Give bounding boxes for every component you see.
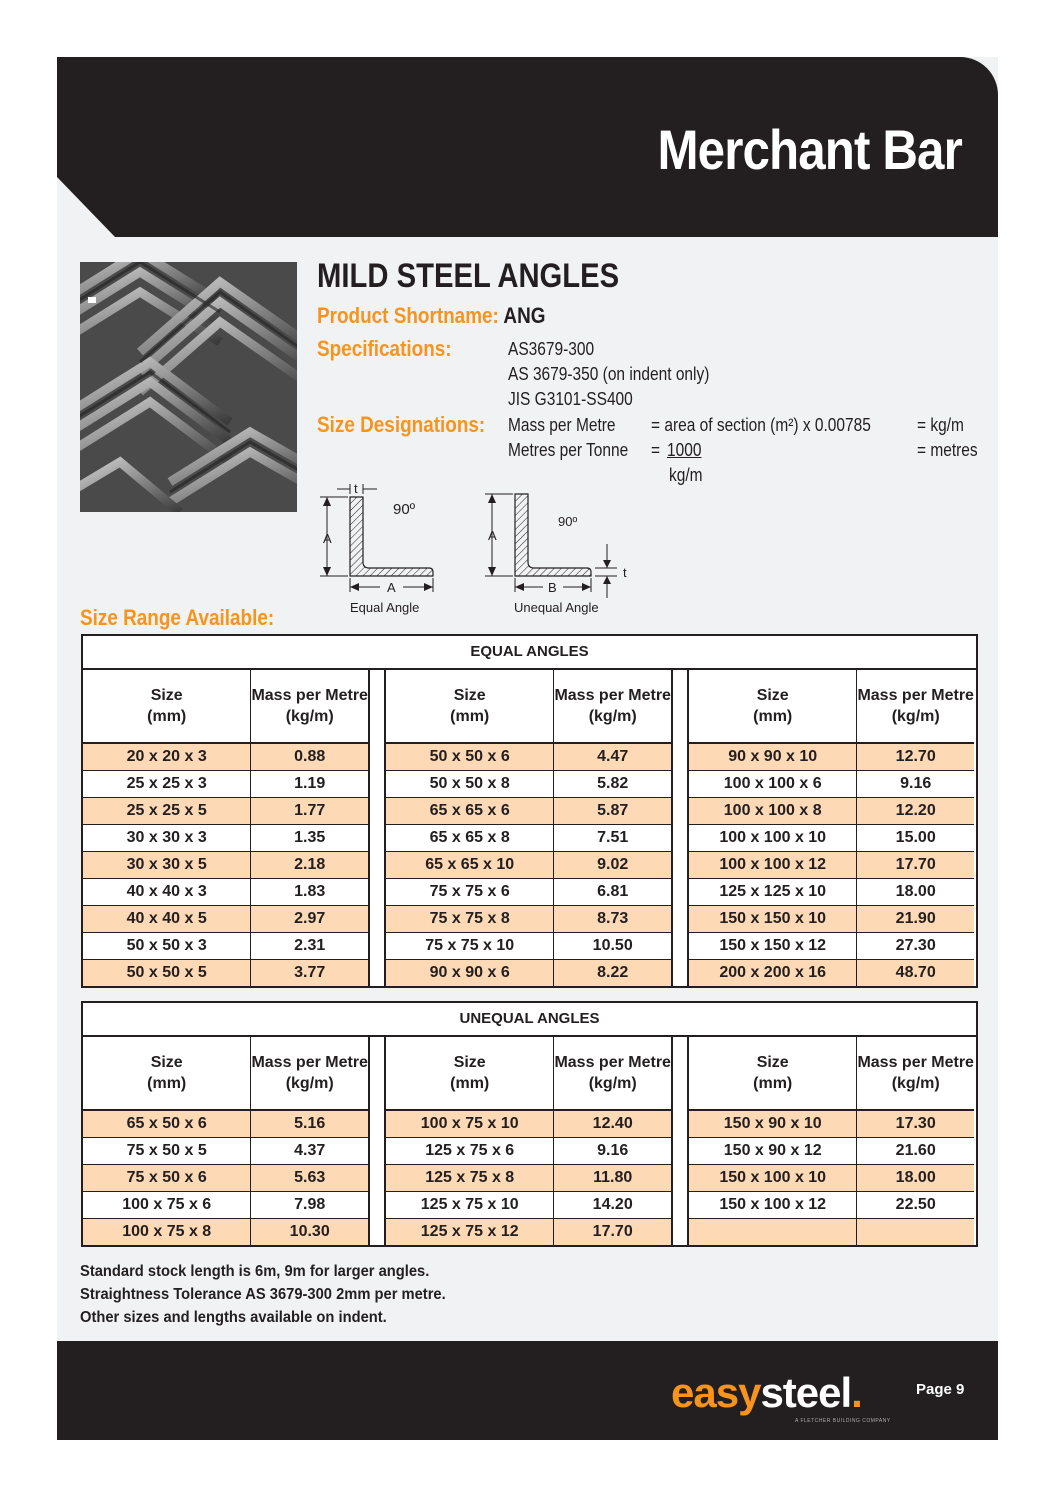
size-cell: 25 x 25 x 3: [83, 771, 251, 797]
size-cell: 65 x 65 x 6: [386, 798, 554, 824]
mass-column-header: Mass per Metre (kg/m): [554, 1054, 671, 1092]
shortname-line: [317, 303, 545, 329]
mass-cell: 8.22: [597, 964, 629, 981]
mass-cell: 21.90: [895, 910, 936, 927]
table-row: [386, 906, 671, 933]
mass-cell: 3.77: [294, 964, 326, 981]
table-row: [386, 1192, 671, 1219]
mass-cell: 1.19: [294, 775, 326, 792]
size-cell: 50 x 50 x 5: [83, 960, 251, 986]
mass-column-header: Mass per Metre (kg/m): [857, 1054, 974, 1092]
table-row: [689, 852, 974, 879]
size-cell: 65 x 50 x 6: [83, 1111, 251, 1137]
mass-cell: 7.98: [294, 1196, 326, 1213]
table-row: [386, 771, 671, 798]
table-row: [689, 1192, 974, 1219]
mass-cell: 1.35: [294, 829, 326, 846]
size-cell: 100 x 100 x 8: [689, 798, 857, 824]
size-cell: 90 x 90 x 10: [689, 744, 857, 770]
equal-angles-table: [81, 634, 978, 988]
unequal-angle-degrees: 90º: [558, 514, 578, 529]
notes: [80, 1260, 446, 1329]
column-headers: [689, 1037, 974, 1111]
table-row: [386, 879, 671, 906]
table-row: [83, 1192, 368, 1219]
mass-cell: 5.16: [294, 1115, 326, 1132]
table-row: [386, 825, 671, 852]
metres-per-tonne-unit: = metres: [917, 440, 978, 460]
mass-cell: 18.00: [895, 883, 936, 900]
size-range-label: Size Range Available:: [80, 605, 275, 630]
table-row: [83, 852, 368, 879]
unequal-angles-title: UNEQUAL ANGLES: [83, 1003, 976, 1037]
mass-cell: 0.88: [294, 748, 326, 765]
table-row: [83, 960, 368, 986]
size-cell: 100 x 75 x 6: [83, 1192, 251, 1218]
size-cell: 125 x 125 x 10: [689, 879, 857, 905]
column-headers: [386, 1037, 671, 1111]
table-row: [386, 1138, 671, 1165]
metres-per-tonne-numerator: 1000: [667, 440, 702, 460]
table-row: [386, 933, 671, 960]
mass-cell: 10.30: [289, 1223, 330, 1240]
size-cell: 150 x 90 x 10: [689, 1111, 857, 1137]
mass-cell: 7.51: [597, 829, 629, 846]
size-designations-label: Size Designations:: [317, 412, 486, 437]
size-cell: 100 x 75 x 8: [83, 1219, 251, 1245]
size-column-header: Size (mm): [83, 1037, 251, 1109]
mass-column-header: Mass per Metre (kg/m): [251, 1054, 368, 1092]
table-row: [386, 852, 671, 879]
equal-a-bottom-label: A: [387, 580, 396, 595]
mass-column-header: Mass per Metre (kg/m): [554, 687, 671, 725]
size-cell: 125 x 75 x 10: [386, 1192, 554, 1218]
table-row: [689, 1111, 974, 1138]
mass-cell: 17.70: [592, 1223, 633, 1240]
spec-2: AS 3679-350 (on indent only): [508, 364, 710, 384]
table-row: [689, 879, 974, 906]
equal-angle-diagram: [320, 482, 433, 615]
block-separator: [671, 1037, 689, 1245]
size-cell: 100 x 100 x 10: [689, 825, 857, 851]
footer-banner: [57, 1341, 998, 1440]
mass-per-metre-unit: = kg/m: [917, 415, 964, 435]
table-row: [83, 1219, 368, 1245]
mass-cell: 8.73: [597, 910, 629, 927]
size-cell: [689, 1219, 857, 1245]
mass-cell: 14.20: [592, 1196, 633, 1213]
size-column-header: Size (mm): [689, 670, 857, 742]
size-cell: 75 x 75 x 8: [386, 906, 554, 932]
table-row: [83, 906, 368, 933]
equal-a-side-label: A: [323, 531, 332, 546]
size-cell: 150 x 100 x 12: [689, 1192, 857, 1218]
unequal-block-3: [689, 1037, 974, 1245]
table-row: [689, 825, 974, 852]
size-cell: 50 x 50 x 6: [386, 744, 554, 770]
equal-block-3: [689, 670, 974, 986]
mass-cell: 5.87: [597, 802, 629, 819]
size-cell: 75 x 50 x 6: [83, 1165, 251, 1191]
product-title: MILD STEEL ANGLES: [317, 257, 620, 295]
logo-steel: steel: [760, 1369, 852, 1416]
mass-cell: 12.70: [895, 748, 936, 765]
mass-per-metre-name: Mass per Metre: [508, 415, 616, 435]
page-number: Page 9: [916, 1381, 965, 1398]
header-banner: [57, 57, 998, 237]
size-cell: 150 x 150 x 12: [689, 933, 857, 959]
metres-per-tonne-name: Metres per Tonne: [508, 440, 629, 460]
mass-cell: 1.77: [294, 802, 326, 819]
metres-per-tonne-denominator: kg/m: [669, 465, 703, 485]
unequal-angles-table: [81, 1001, 978, 1247]
size-cell: 150 x 100 x 10: [689, 1165, 857, 1191]
equal-angle-caption: Equal Angle: [350, 600, 420, 615]
mass-cell: 9.02: [597, 856, 629, 873]
size-column-header: Size (mm): [386, 1037, 554, 1109]
size-cell: 30 x 30 x 5: [83, 852, 251, 878]
size-cell: 65 x 65 x 8: [386, 825, 554, 851]
note-stock-length: Standard stock length is 6m, 9m for larger angles.: [80, 1263, 430, 1280]
unequal-t-label: t: [623, 565, 627, 580]
shortname-label: Product Shortname:: [317, 303, 499, 328]
table-row: [386, 1111, 671, 1138]
table-row: [83, 798, 368, 825]
unequal-block-2: [386, 1037, 671, 1245]
equal-block-1: [83, 670, 368, 986]
table-row: [386, 1165, 671, 1192]
size-column-header: Size (mm): [83, 670, 251, 742]
table-row: [83, 744, 368, 771]
unequal-angle-caption: Unequal Angle: [514, 600, 599, 615]
mass-cell: 2.97: [294, 910, 326, 927]
mass-per-metre-formula: = area of section (m²) x 0.00785: [651, 415, 871, 435]
size-cell: 50 x 50 x 3: [83, 933, 251, 959]
size-cell: 75 x 50 x 5: [83, 1138, 251, 1164]
mass-cell: 15.00: [895, 829, 936, 846]
column-headers: [83, 670, 368, 744]
table-row: [689, 798, 974, 825]
mass-cell: 18.00: [895, 1169, 936, 1186]
logo-dot: .: [851, 1369, 862, 1416]
logo-easy: easy: [671, 1369, 761, 1416]
mass-cell: 9.16: [597, 1142, 629, 1159]
unequal-block-1: [83, 1037, 368, 1245]
table-row: [83, 1111, 368, 1138]
size-cell: 75 x 75 x 10: [386, 933, 554, 959]
unequal-b-bottom-label: B: [548, 580, 557, 595]
equal-angles-title: EQUAL ANGLES: [83, 636, 976, 670]
table-row: [689, 1165, 974, 1192]
table-row: [83, 933, 368, 960]
metres-per-tonne-eq: =: [651, 440, 661, 460]
size-cell: 30 x 30 x 3: [83, 825, 251, 851]
mass-cell: 5.82: [597, 775, 629, 792]
block-separator: [368, 1037, 386, 1245]
size-cell: 100 x 75 x 10: [386, 1111, 554, 1137]
size-column-header: Size (mm): [689, 1037, 857, 1109]
mass-cell: 1.83: [294, 883, 326, 900]
table-row: [83, 1138, 368, 1165]
equal-block-2: [386, 670, 671, 986]
size-cell: 200 x 200 x 16: [689, 960, 857, 986]
note-indent: Other sizes and lengths available on indent.: [80, 1309, 387, 1326]
note-straightness: Straightness Tolerance AS 3679-300 2mm per metre.: [80, 1286, 446, 1303]
mass-cell: 21.60: [895, 1142, 936, 1159]
table-row: [386, 744, 671, 771]
mass-cell: 9.16: [900, 775, 932, 792]
specifications-label: Specifications:: [317, 336, 452, 361]
angle-diagrams: [315, 482, 645, 622]
product-photo: [80, 262, 297, 512]
table-row: [386, 1219, 671, 1245]
spec-1: AS3679-300: [508, 339, 595, 359]
table-row: [689, 933, 974, 960]
mass-cell: 2.31: [294, 937, 326, 954]
mass-cell: 4.47: [597, 748, 629, 765]
spec-3: JIS G3101-SS400: [508, 389, 633, 409]
size-cell: 40 x 40 x 3: [83, 879, 251, 905]
block-separator: [671, 670, 689, 986]
table-row: [689, 771, 974, 798]
equal-angle-degrees: 90º: [393, 501, 416, 518]
page-title: Merchant Bar: [657, 118, 962, 181]
table-row: [689, 906, 974, 933]
size-cell: 90 x 90 x 6: [386, 960, 554, 986]
unequal-angle-diagram: [485, 494, 627, 615]
mass-cell: 22.50: [895, 1196, 936, 1213]
column-headers: [83, 1037, 368, 1111]
easysteel-logo: [671, 1369, 862, 1417]
page: [57, 57, 998, 1440]
size-cell: 100 x 100 x 12: [689, 852, 857, 878]
table-row: [689, 1219, 974, 1245]
mass-cell: 12.40: [592, 1115, 633, 1132]
mass-cell: 27.30: [895, 937, 936, 954]
size-column-header: Size (mm): [386, 670, 554, 742]
mass-cell: [857, 1219, 974, 1245]
size-cell: 75 x 75 x 6: [386, 879, 554, 905]
size-cell: 65 x 65 x 10: [386, 852, 554, 878]
column-headers: [689, 670, 974, 744]
mass-cell: 12.20: [895, 802, 936, 819]
block-separator: [368, 670, 386, 986]
size-cell: 150 x 90 x 12: [689, 1138, 857, 1164]
size-cell: 50 x 50 x 8: [386, 771, 554, 797]
mass-cell: 10.50: [592, 937, 633, 954]
mass-cell: 5.63: [294, 1169, 326, 1186]
mass-cell: 4.37: [294, 1142, 326, 1159]
mass-cell: 11.80: [593, 1169, 633, 1186]
mass-cell: 6.81: [597, 883, 629, 900]
mass-cell: 2.18: [294, 856, 326, 873]
table-row: [83, 771, 368, 798]
size-cell: 20 x 20 x 3: [83, 744, 251, 770]
mass-column-header: Mass per Metre (kg/m): [857, 687, 974, 725]
mass-cell: 17.30: [895, 1115, 936, 1132]
equal-angles-blocks: [83, 670, 976, 986]
header-notch: [57, 177, 115, 237]
table-row: [386, 798, 671, 825]
table-row: [83, 1165, 368, 1192]
unequal-a-side-label: A: [488, 528, 497, 543]
unequal-angles-blocks: [83, 1037, 976, 1245]
table-row: [83, 879, 368, 906]
table-row: [689, 960, 974, 986]
equal-t-label: t: [354, 482, 358, 496]
mass-column-header: Mass per Metre (kg/m): [251, 687, 368, 725]
table-row: [689, 1138, 974, 1165]
size-cell: 125 x 75 x 12: [386, 1219, 554, 1245]
size-cell: 150 x 150 x 10: [689, 906, 857, 932]
logo-tagline: A FLETCHER BUILDING COMPANY: [795, 1418, 891, 1424]
table-row: [689, 744, 974, 771]
size-cell: 25 x 25 x 5: [83, 798, 251, 824]
mass-cell: 48.70: [895, 964, 936, 981]
column-headers: [386, 670, 671, 744]
size-cell: 125 x 75 x 6: [386, 1138, 554, 1164]
size-cell: 125 x 75 x 8: [386, 1165, 554, 1191]
mass-cell: 17.70: [895, 856, 936, 873]
table-row: [386, 960, 671, 986]
size-cell: 100 x 100 x 6: [689, 771, 857, 797]
shortname-value: ANG: [503, 303, 546, 328]
size-cell: 40 x 40 x 5: [83, 906, 251, 932]
table-row: [83, 825, 368, 852]
